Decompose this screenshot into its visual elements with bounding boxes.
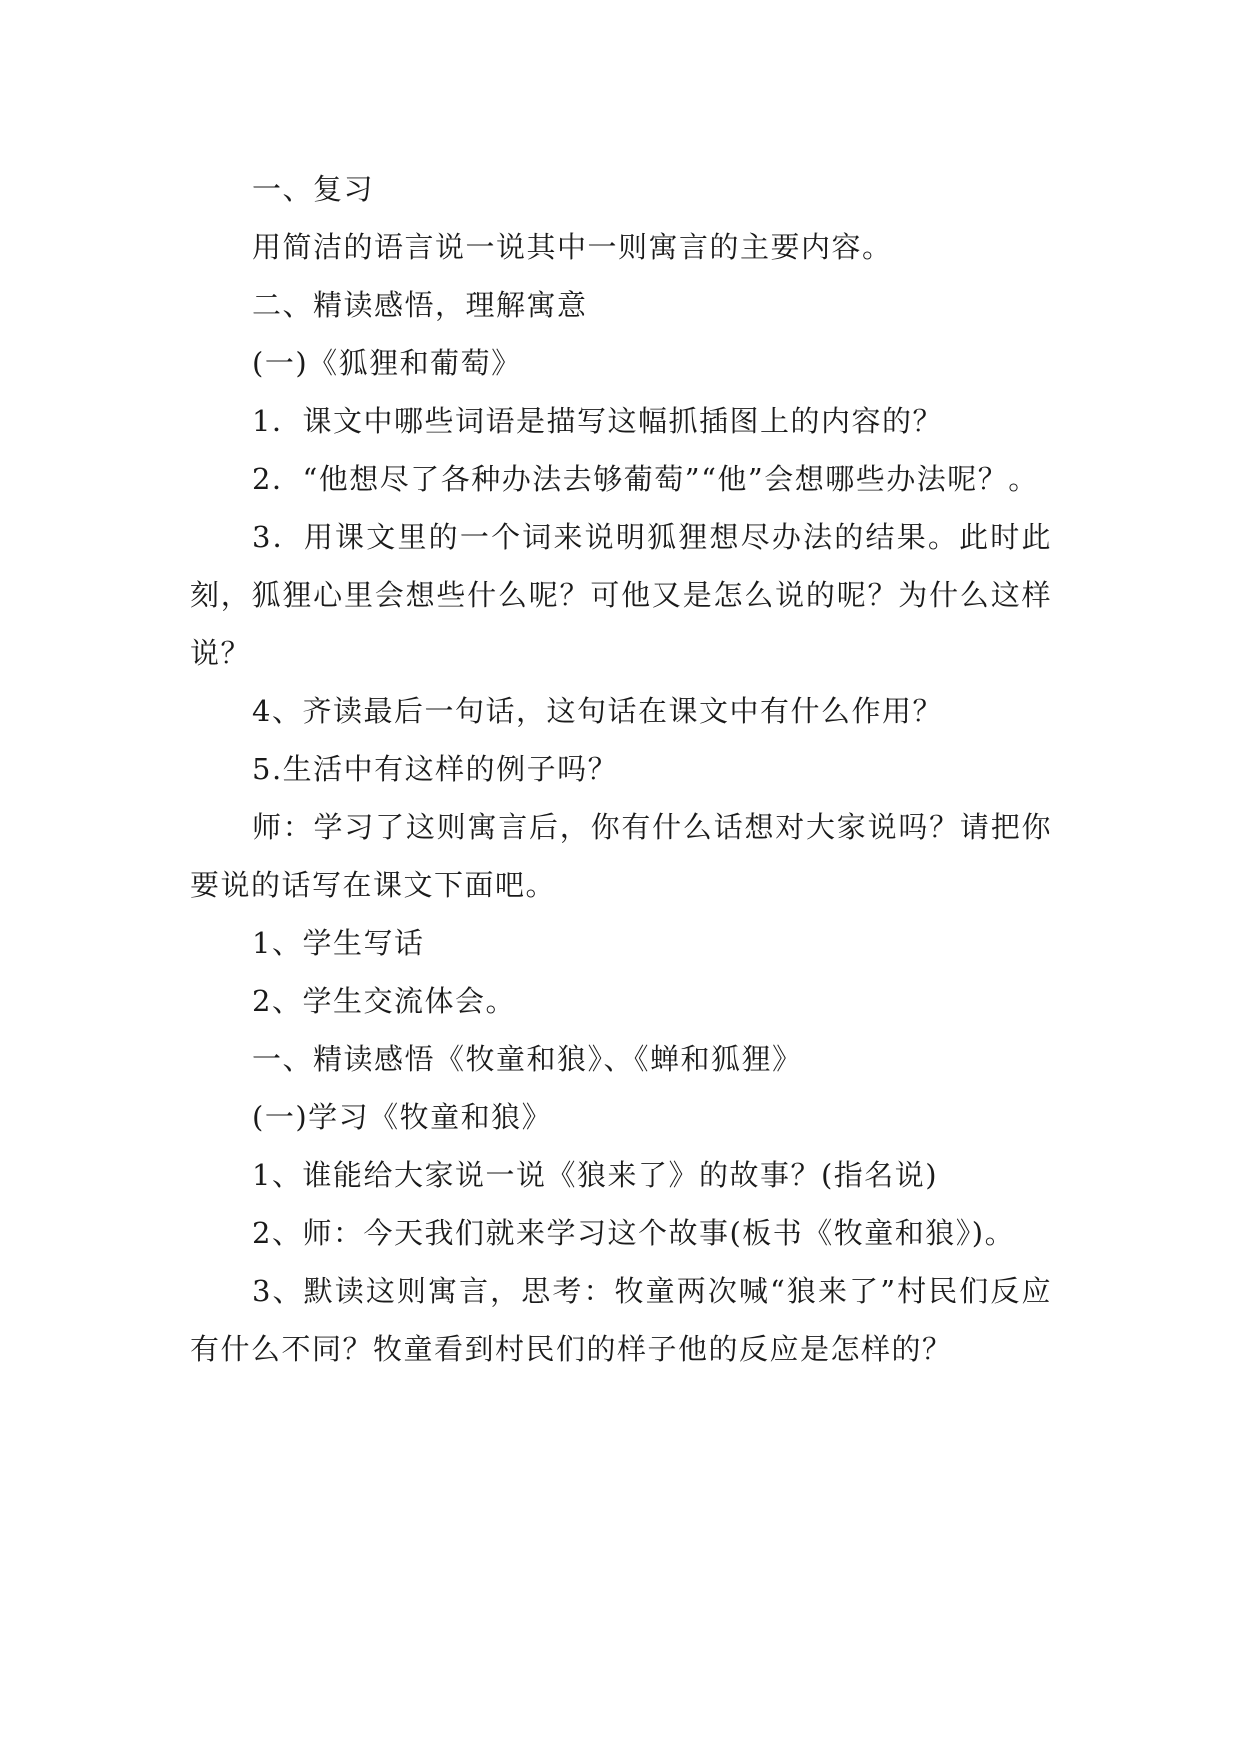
subheading-fox-and-grapes: (一)《狐狸和葡萄》 — [252, 346, 522, 380]
question-4: 4、齐读最后一句话，这句话在课文中有什么作用？ — [252, 694, 943, 728]
teacher-prompt: 师：学习了这则寓言后，你有什么话想对大家说吗？请把你要说的话写在课文下面吧。 — [190, 810, 1052, 902]
activity-2: 2、学生交流体会。 — [252, 984, 516, 1018]
activity-1: 1、学生写话 — [252, 926, 425, 960]
step-3: 3、默读这则寓言，思考：牧童两次喊“狼来了”村民们反应有什么不同？牧童看到村民们的样子他的反应是怎样的？ — [190, 1274, 1052, 1366]
question-5: 5.生活中有这样的例子吗？ — [252, 752, 619, 786]
subheading-shepherd-and-wolf: (一)学习《牧童和狼》 — [252, 1100, 553, 1134]
question-2: 2．“他想尽了各种办法去够葡萄”“他”会想哪些办法呢？。 — [252, 462, 1039, 496]
step-1: 1、谁能给大家说一说《狼来了》的故事？(指名说) — [252, 1158, 939, 1192]
heading-second-reading: 一、精读感悟《牧童和狼》、《蝉和狐狸》 — [252, 1042, 803, 1076]
heading-review: 一、复习 — [252, 172, 375, 206]
heading-close-reading: 二、精读感悟，理解寓意 — [252, 288, 588, 322]
step-2: 2、师：今天我们就来学习这个故事(板书《牧童和狼》)。 — [252, 1216, 1016, 1250]
question-1: 1．课文中哪些词语是描写这幅抓插图上的内容的？ — [252, 404, 943, 438]
paragraph-review-task: 用简洁的语言说一说其中一则寓言的主要内容。 — [252, 230, 893, 264]
document-body — [190, 160, 1052, 1378]
question-3: 3．用课文里的一个词来说明狐狸想尽办法的结果。此时此刻，狐狸心里会想些什么呢？可他又是怎么说的呢？为什么这样说？ — [190, 520, 1052, 670]
